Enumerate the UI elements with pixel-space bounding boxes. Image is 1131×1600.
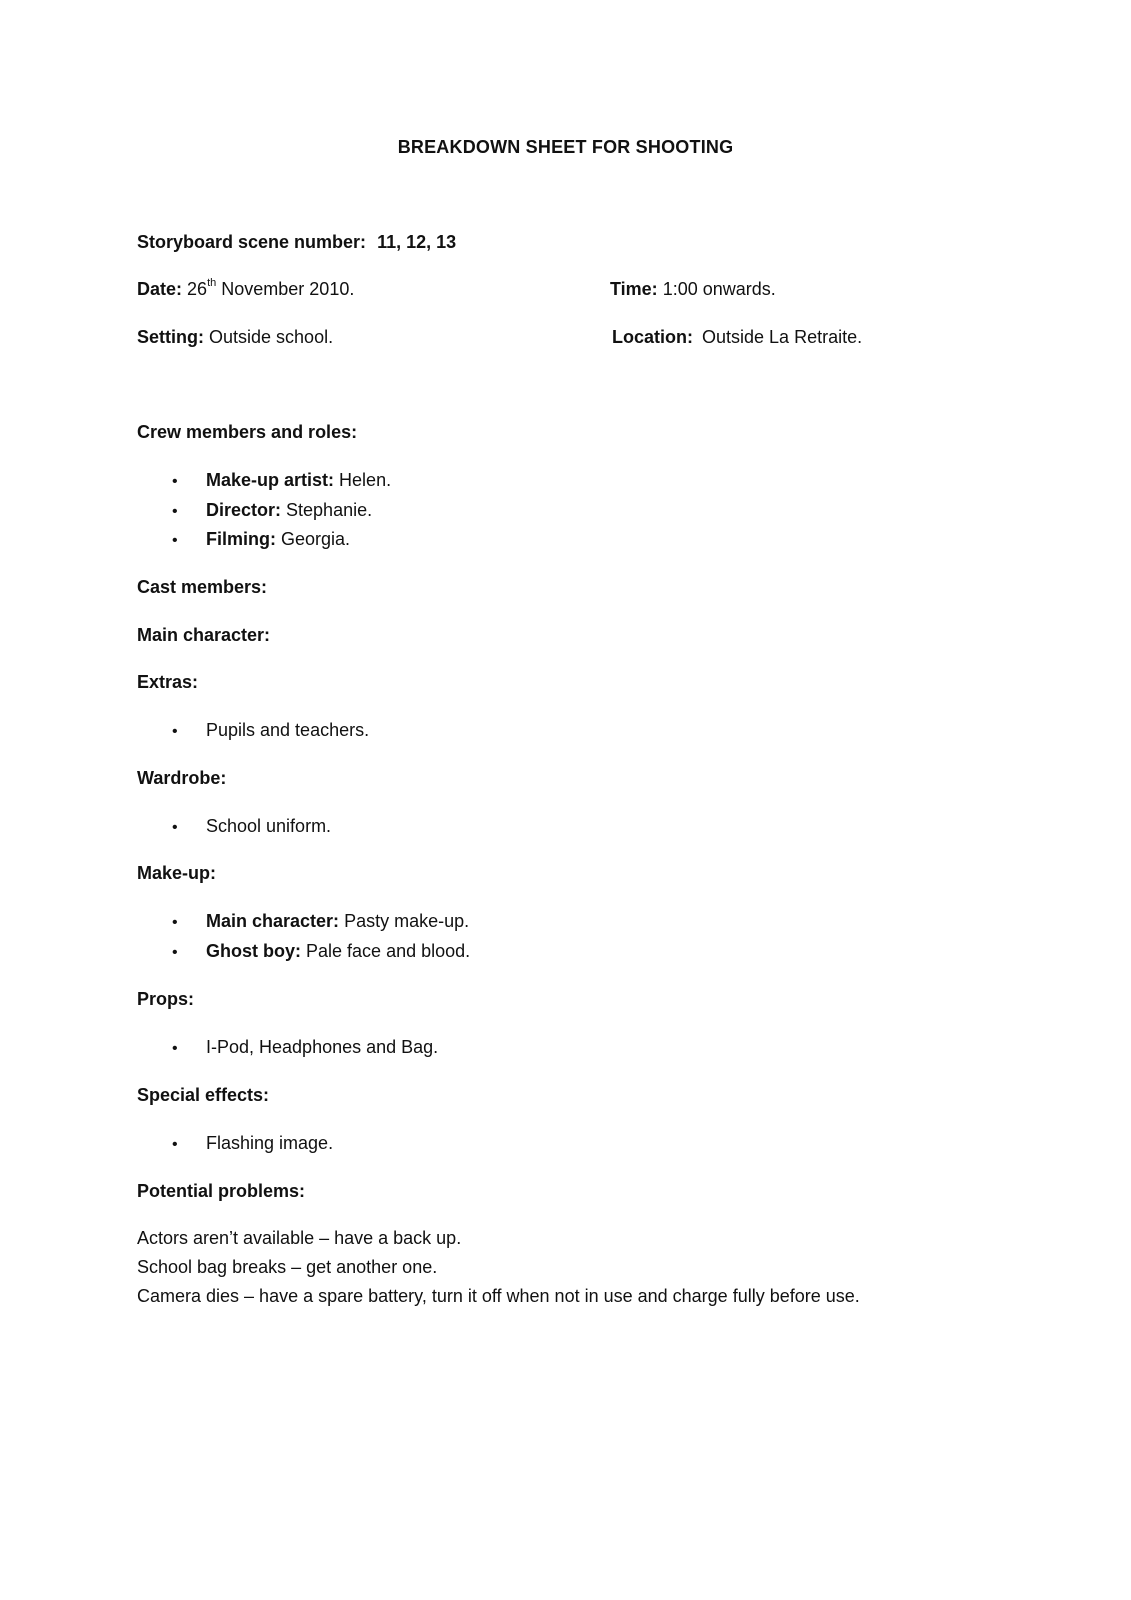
wardrobe-heading: Wardrobe: — [137, 768, 227, 788]
crew-role: Director: — [206, 500, 282, 520]
date-day: 26 — [187, 279, 208, 299]
scene-number-line — [137, 232, 456, 253]
makeup-value: Pale face and blood. — [306, 941, 471, 961]
time-value: 1:00 onwards. — [662, 279, 776, 299]
problem-line: Camera dies – have a spare battery, turn it off when not in use and charge fully before use. — [137, 1286, 860, 1306]
wardrobe-item: School uniform. — [206, 816, 332, 836]
list-item — [172, 911, 469, 932]
cast-heading: Cast members: — [137, 577, 268, 597]
problem-line: School bag breaks – get another one. — [137, 1257, 438, 1277]
main-character-heading: Main character: — [137, 625, 271, 645]
date-suffix: th — [207, 277, 217, 289]
list-item — [172, 470, 391, 491]
makeup-label: Main character: — [206, 911, 340, 931]
bullet-icon: • — [172, 1136, 178, 1153]
list-item — [172, 941, 470, 962]
crew-name: Stephanie. — [286, 500, 373, 520]
date-rest: November 2010. — [221, 279, 355, 299]
time-line — [610, 279, 776, 300]
problem-line: Actors aren’t available – have a back up. — [137, 1228, 462, 1248]
crew-name: Georgia. — [281, 529, 351, 549]
list-item — [172, 816, 331, 837]
bullet-icon: • — [172, 723, 178, 740]
list-item — [172, 720, 369, 741]
setting-line — [137, 327, 333, 348]
scene-number-label: Storyboard scene number: — [137, 232, 367, 252]
scene-number-value: 11, 12, 13 — [377, 232, 457, 252]
problems-heading: Potential problems: — [137, 1181, 306, 1201]
makeup-value: Pasty make-up. — [344, 911, 470, 931]
makeup-label: Ghost boy: — [206, 941, 301, 961]
date-label: Date: — [137, 279, 183, 299]
list-item — [172, 1037, 438, 1058]
bullet-icon: • — [172, 473, 178, 490]
page-title: BREAKDOWN SHEET FOR SHOOTING — [397, 137, 734, 157]
bullet-icon: • — [172, 819, 178, 836]
special-effects-item: Flashing image. — [206, 1133, 334, 1153]
list-item — [172, 1133, 333, 1154]
props-heading: Props: — [137, 989, 195, 1009]
crew-role: Make-up artist: — [206, 470, 335, 490]
bullet-icon: • — [172, 503, 178, 520]
location-value: Outside La Retraite. — [702, 327, 863, 347]
bullet-icon: • — [172, 914, 178, 931]
props-item: I-Pod, Headphones and Bag. — [206, 1037, 439, 1057]
makeup-heading: Make-up: — [137, 863, 217, 883]
crew-role: Filming: — [206, 529, 276, 549]
bullet-icon: • — [172, 1040, 178, 1057]
crew-name: Helen. — [339, 470, 392, 490]
extras-heading: Extras: — [137, 672, 199, 692]
bullet-icon: • — [172, 944, 178, 961]
extras-item: Pupils and teachers. — [206, 720, 370, 740]
setting-label: Setting: — [137, 327, 204, 347]
location-label: Location: — [612, 327, 693, 347]
special-effects-heading: Special effects: — [137, 1085, 270, 1105]
list-item — [172, 500, 372, 521]
bullet-icon: • — [172, 532, 178, 549]
crew-heading: Crew members and roles: — [137, 422, 358, 442]
setting-value: Outside school. — [209, 327, 334, 347]
date-line — [137, 279, 354, 300]
location-line — [612, 327, 862, 348]
list-item — [172, 529, 350, 550]
time-label: Time: — [610, 279, 658, 299]
